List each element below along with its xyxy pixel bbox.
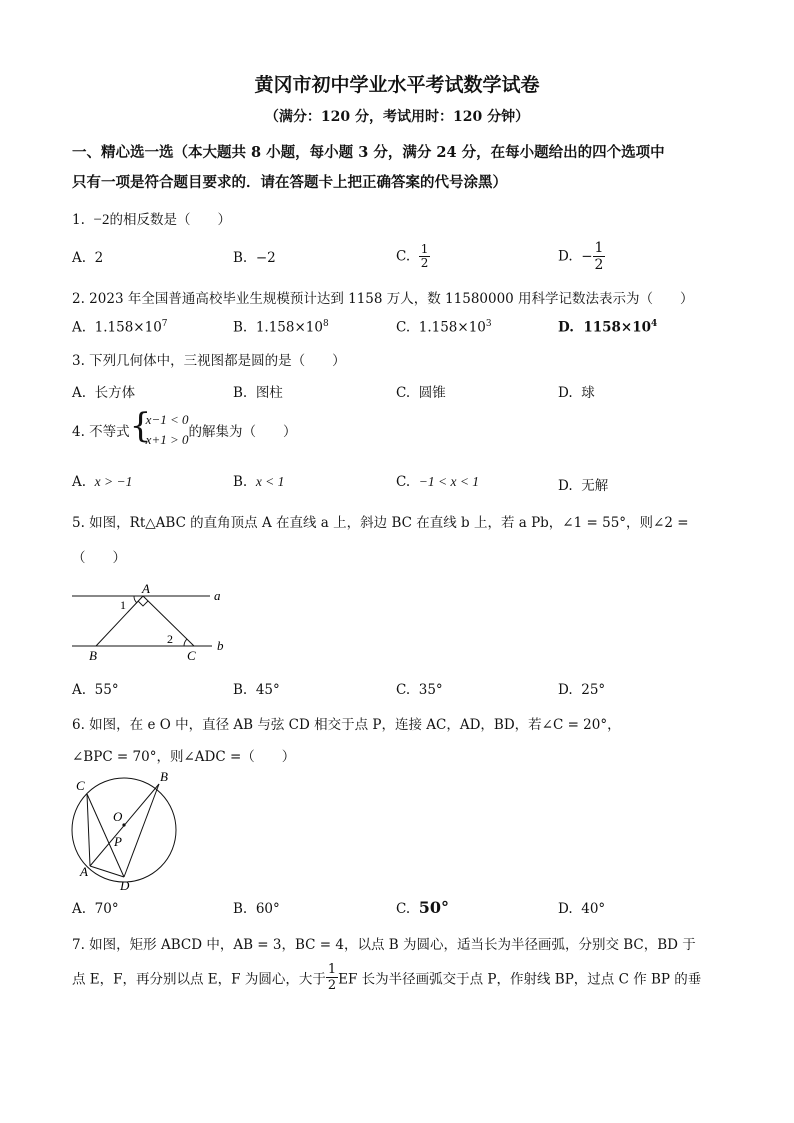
- q5-option-c: C. 35°: [396, 682, 443, 698]
- q3-option-b: B. 图柱: [233, 385, 283, 401]
- label-vertex-c: C: [187, 648, 196, 663]
- segment-ad: [90, 866, 124, 877]
- q6-option-b: B. 60°: [233, 901, 280, 917]
- label-d: D: [120, 878, 130, 893]
- label-o: O: [113, 809, 123, 824]
- label-c: C: [76, 778, 85, 793]
- section-1-heading-line1: 一、精心选一选（本大题共 8 小题，每小题 3 分，满分 24 分，在每小题给出的四个选项中: [72, 144, 665, 161]
- label-angle-2: 2: [167, 632, 173, 646]
- q3-option-d: D. 球: [558, 385, 595, 401]
- label-p: P: [114, 834, 122, 849]
- q6-option-a: A. 70°: [72, 901, 119, 917]
- label-line-a: a: [214, 588, 221, 603]
- label-a: A: [80, 864, 88, 879]
- angle-1-arc: [134, 596, 137, 603]
- q2-option-d: D. $1158\times 10^4$: [558, 319, 658, 336]
- q4-option-a: A. x > −1: [72, 474, 133, 490]
- q5-option-a: A. 55°: [72, 682, 119, 698]
- q2-option-b: B. $1.158\times 10^8$: [233, 319, 329, 336]
- question-5-line2: （ ）: [72, 550, 126, 566]
- question-7-line2: 点 E，F，再分别以点 E，F 为圆心，大于 $\frac{1}{2}$ EF 长为半径画弧交于点 P，作射线 BP，过点 C 作 BP 的垂: [72, 962, 702, 993]
- right-angle-mark: [138, 601, 148, 606]
- section-1-heading-line2: 只有一项是符合题目要求的．请在答题卡上把正确答案的代号涂黑）: [72, 174, 507, 191]
- inequality-system: { x−1 < 0 x+1 > 0: [129, 406, 189, 447]
- q2-option-c: C. $1.158\times 10^3$: [396, 319, 492, 336]
- q6-option-d: D. 40°: [558, 901, 606, 917]
- center-point: [122, 823, 125, 826]
- label-vertex-a: A: [142, 581, 150, 596]
- q6-figure: [66, 766, 186, 896]
- label-vertex-b: B: [89, 648, 97, 663]
- q1-option-c: C. $\frac{1}{2}$: [396, 242, 429, 270]
- label-b: B: [160, 769, 168, 784]
- exam-subtitle: （满分：120 分，考试用时：120 分钟）: [264, 109, 530, 125]
- q2-option-a: A. $1.158\times 10^7$: [72, 319, 168, 336]
- segment-ac: [87, 794, 90, 866]
- q4-option-b: B. x < 1: [233, 474, 285, 490]
- question-6-line2: ∠BPC = 70°，则∠ADC =（ ）: [72, 749, 296, 765]
- q4-option-c: C. −1 < x < 1: [396, 474, 480, 490]
- q5-option-d: D. 25°: [558, 682, 606, 698]
- exam-title: 黄冈市初中学业水平考试数学试卷: [254, 74, 540, 96]
- question-3: 3. 下列几何体中，三视图都是圆的是（ ）: [72, 353, 346, 369]
- q3-option-a: A. 长方体: [72, 385, 136, 401]
- q1-option-b: B. −2: [233, 250, 276, 266]
- q3-option-c: C. 圆锥: [396, 385, 446, 401]
- question-1: 1. −2的相反数是（ ）: [72, 212, 231, 228]
- question-4: 4. 不等式 { x−1 < 0 x+1 > 0 的解集为（ ）: [72, 410, 297, 450]
- question-5-line1: 5. 如图，Rt△ABC 的直角顶点 A 在直线 a 上，斜边 BC 在直线 b 上，若 a Pb，∠1 = 55°，则∠2 =: [72, 515, 689, 531]
- segment-bd: [124, 784, 159, 877]
- q4-option-d: D. 无解: [558, 478, 609, 494]
- question-6-line1: 6. 如图，在 e O 中，直径 AB 与弦 CD 相交于点 P，连接 AC，AD，BD，若∠C = 20°，: [72, 717, 621, 733]
- q5-option-b: B. 45°: [233, 682, 280, 698]
- q1-option-d: D. − $\frac{1}{2}$: [558, 240, 604, 273]
- angle-2-arc: [184, 639, 187, 646]
- q5-figure: [60, 578, 240, 664]
- q6-option-c: C. 50°: [396, 898, 449, 917]
- question-2: 2. 2023 年全国普通高校毕业生规模预计达到 1158 万人，数 11580000 用科学记数法表示为（ ）: [72, 291, 694, 307]
- label-line-b: b: [217, 638, 224, 653]
- q1-option-a: A. 2: [72, 250, 104, 266]
- label-angle-1: 1: [120, 598, 126, 612]
- question-7-line1: 7. 如图，矩形 ABCD 中，AB = 3，BC = 4，以点 B 为圆心，适当长为半径画弧，分别交 BC，BD 于: [72, 937, 696, 953]
